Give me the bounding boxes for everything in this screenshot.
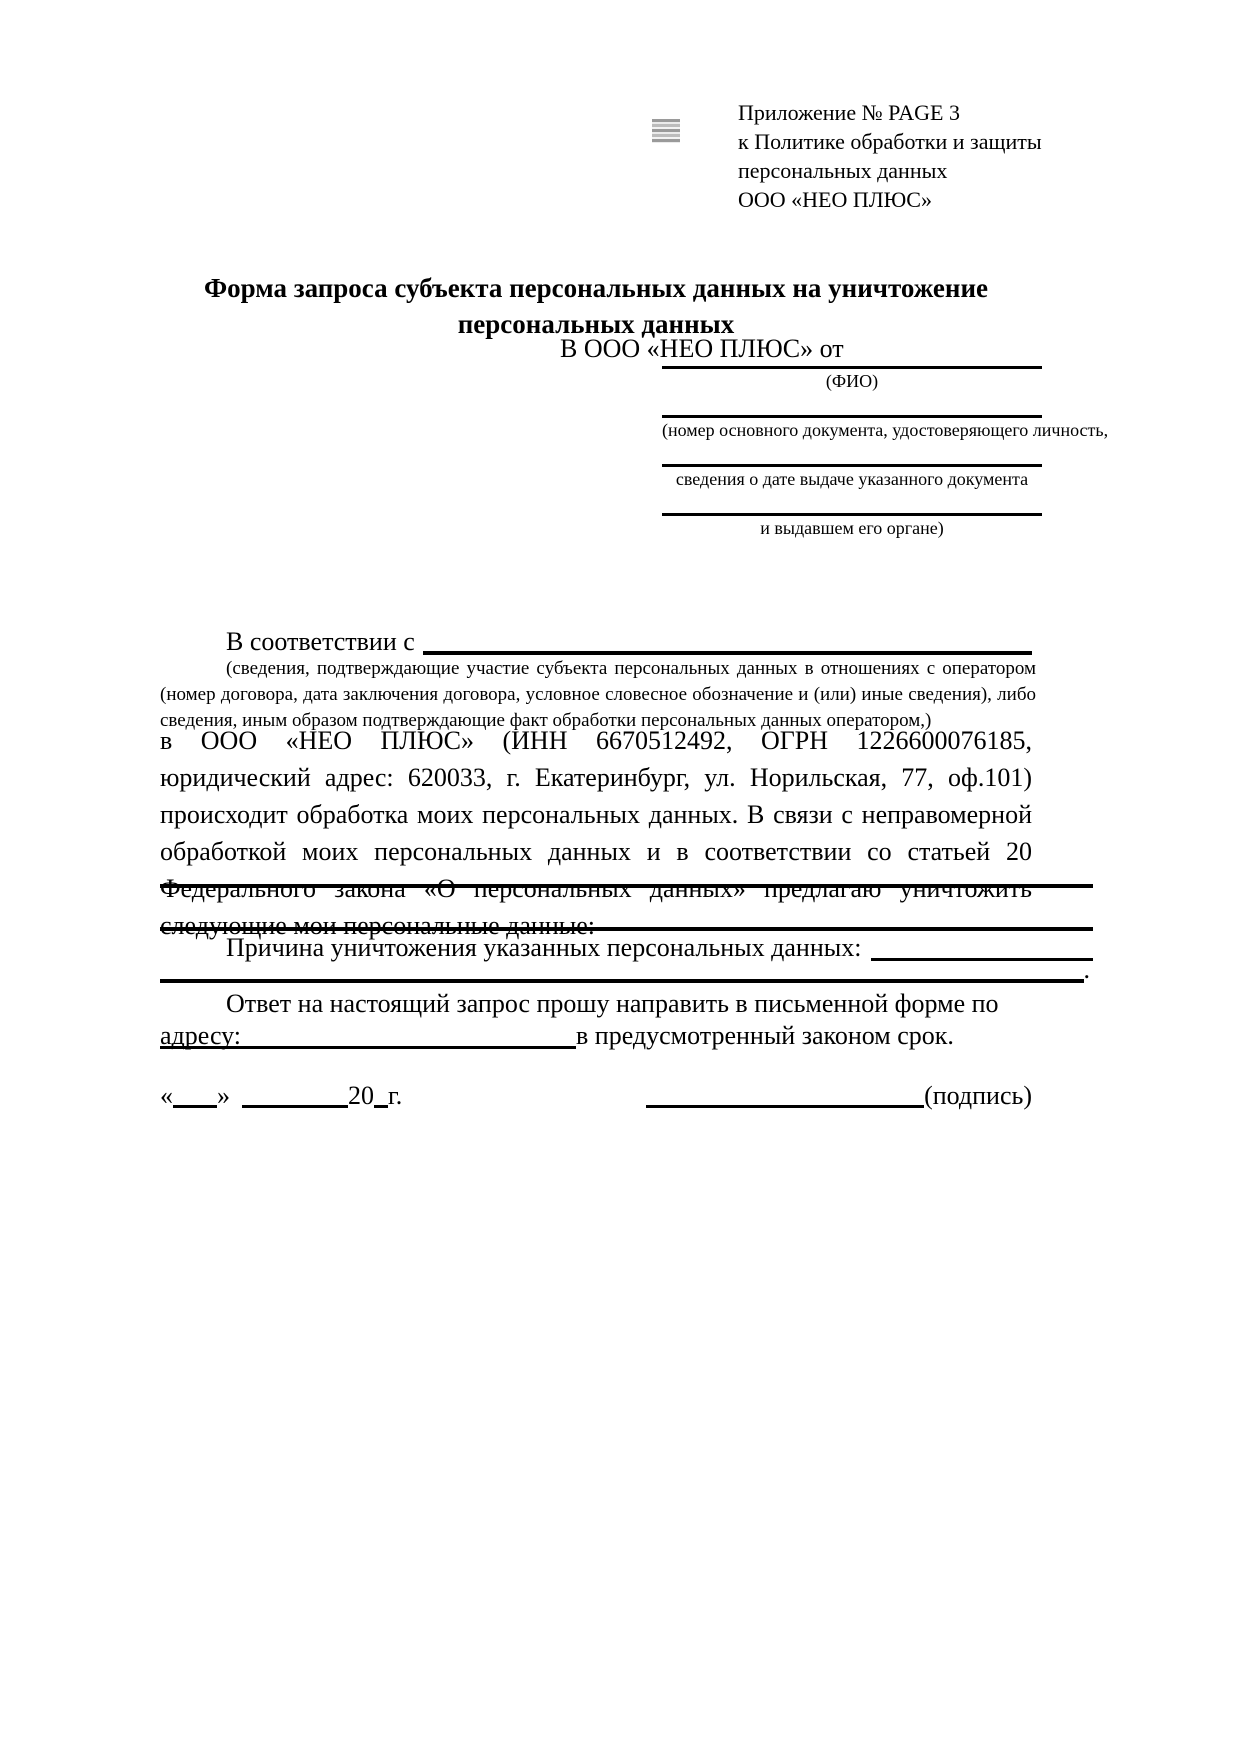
title-line-1: Форма запроса субъекта персональных данных на уничтожение xyxy=(203,273,989,303)
document-title xyxy=(160,270,1032,342)
address-blank-line xyxy=(160,1020,576,1049)
company-name: ООО «НЕО ПЛЮС» xyxy=(738,187,932,212)
issuer-blank-line xyxy=(662,491,1042,516)
appendix-header xyxy=(738,98,1042,214)
accordance-lead: В соответствии с xyxy=(226,627,415,656)
policy-line-1: к Политике обработки и защиты xyxy=(738,129,1042,154)
date-group xyxy=(160,1080,402,1112)
doc-number-caption: (номер основного документа, удостоверяющего личность, xyxy=(662,420,1109,440)
accordance-blank-line xyxy=(423,626,1032,655)
accordance-row xyxy=(160,626,1032,658)
appendix-number-line: Приложение № PAGE 3 xyxy=(738,100,960,125)
issuer-caption: и выдавшем его органе) xyxy=(760,518,944,538)
reply-address-row xyxy=(160,1020,1032,1052)
body-paragraph: в ООО «НЕО ПЛЮС» (ИНН 6670512492, ОГРН 1226600076185, юридический адрес: 620033, г. Екатеринбург, ул. Норильская, 77, оф.101) происходит обработка моих персональных данных. В связи с неправомерной обработкой моих персональных данных и в соответствии со статьей 20 Федерального закона «О персональных данных» предлагаю уничтожить следующие мои персональные данные: xyxy=(160,726,1032,940)
year-blank-line xyxy=(374,1080,388,1108)
title-line-2: персональных данных xyxy=(457,309,735,339)
day-blank-line xyxy=(173,1080,217,1108)
addressee-line: В ООО «НЕО ПЛЮС» от xyxy=(560,334,844,363)
issue-date-caption: сведения о дате выдаче указанного документа xyxy=(675,469,1029,489)
accordance-note: (сведения, подтверждающие участие субъекта персональных данных в отношениях с оператором (номер договора, дата заключения договора, условное словесное обозначение и (или) иные сведения), либо сведения, иным образом подтверждающие факт обработки персональных данных оператором,) xyxy=(160,658,1036,731)
reason-continuation-row xyxy=(160,954,1090,986)
line-terminator: . xyxy=(1083,955,1090,984)
data-blank-line-2 xyxy=(160,927,1093,931)
policy-line-2: персональных данных xyxy=(738,158,948,183)
fio-blank-line xyxy=(662,344,1042,369)
data-blank-line-1 xyxy=(160,884,1093,888)
signature-blank-line xyxy=(646,1080,924,1108)
signature-caption: (подпись) xyxy=(924,1081,1032,1110)
reason-label: Причина уничтожения указанных персональных данных: xyxy=(226,933,862,962)
date-signature-row xyxy=(160,1080,1032,1112)
month-blank-line xyxy=(242,1080,348,1108)
signature-group xyxy=(646,1080,1032,1112)
reply-request-line: Ответ на настоящий запрос прошу направить в письменной форме по адресу: xyxy=(160,989,999,1050)
year-suffix: г. xyxy=(388,1081,403,1110)
applicant-fields xyxy=(662,344,1109,540)
year-prefix: 20 xyxy=(348,1081,374,1110)
object-anchor-icon xyxy=(652,119,680,143)
day-open-quote: « xyxy=(160,1081,173,1110)
doc-number-blank-line xyxy=(662,393,1042,418)
reply-tail: в предусмотренный законом срок. xyxy=(576,1021,954,1050)
day-close-quote: » xyxy=(217,1081,230,1110)
issue-date-blank-line xyxy=(662,442,1042,467)
reason-blank-line-2 xyxy=(160,954,1084,983)
fio-caption: (ФИО) xyxy=(825,371,879,391)
